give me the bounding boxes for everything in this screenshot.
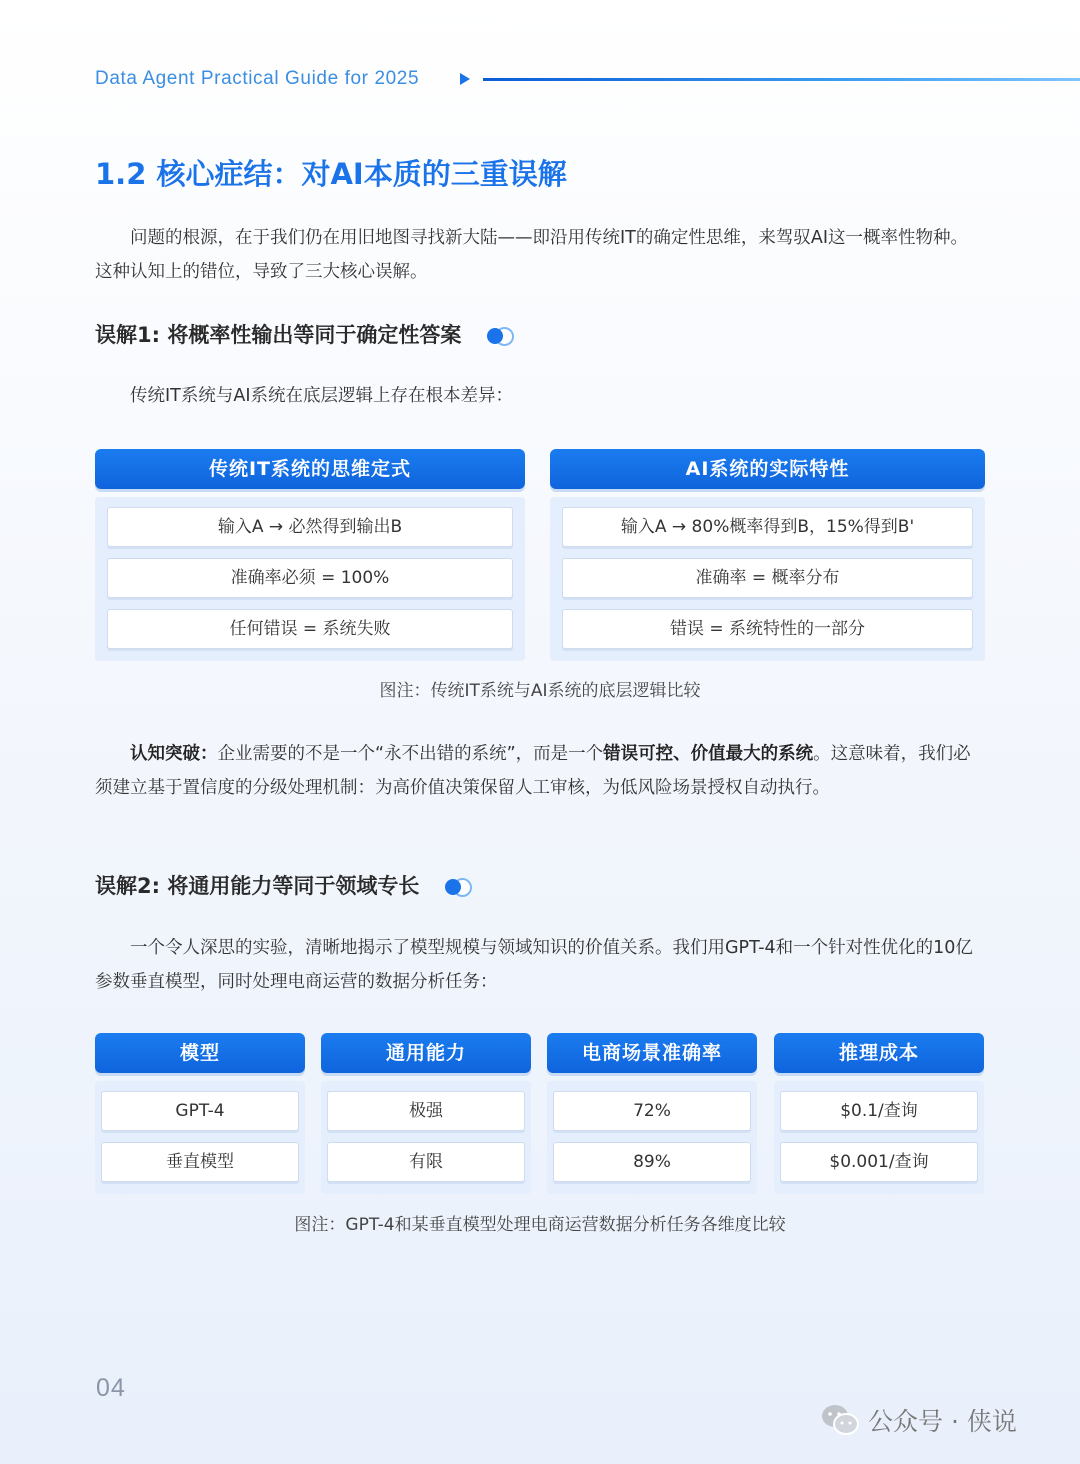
table-column-general-ability — [321, 1033, 531, 1194]
misconception-1-title: 误解1: 将概率性输出等同于确定性答案 — [95, 323, 462, 347]
section-title: 1.2 核心症结：对AI本质的三重误解 — [95, 157, 567, 191]
table-column-model — [95, 1033, 305, 1194]
comparison-cell: 准确率 = 概率分布 — [562, 558, 973, 598]
comparison-cell: 任何错误 = 系统失败 — [107, 609, 513, 649]
insight-label: 认知突破： — [130, 744, 218, 764]
wechat-icon — [820, 1402, 860, 1438]
page-number: 04 — [96, 1374, 126, 1402]
intro-paragraph: 问题的根源，在于我们仍在用旧地图寻找新大陆——即沿用传统IT的确定性思维，来驾驭AI这一概率性物种。这种认知上的错位，导致了三大核心误解。 — [95, 228, 968, 282]
misconception-1-lead: 传统IT系统与AI系统在底层逻辑上存在根本差异： — [130, 386, 513, 406]
table-cell: 有限 — [327, 1142, 525, 1182]
column-body — [95, 497, 525, 661]
column-body — [547, 1081, 757, 1194]
toggle-icon — [487, 327, 515, 344]
watermark — [820, 1398, 1017, 1442]
table-column-inference-cost — [774, 1033, 984, 1194]
insight-paragraph — [95, 737, 985, 805]
comparison-cell: 输入A → 必然得到输出B — [107, 507, 513, 547]
column-body — [774, 1081, 984, 1194]
table-column-accuracy — [547, 1033, 757, 1194]
column-header: 通用能力 — [321, 1033, 531, 1073]
running-header-title: Data Agent Practical Guide for 2025 — [95, 68, 420, 89]
misconception-1-heading — [95, 318, 515, 352]
column-header: 电商场景准确率 — [547, 1033, 757, 1073]
insight-text-2: 。这意味着，我们必须建立基于置信度的分级处理机制：为高价值决策保留人工审核，为低风险场景授权自动执行。 — [95, 744, 971, 798]
column-body — [550, 497, 985, 661]
insight-text-1: 企业需要的不是一个“永不出错的系统”，而是一个 — [217, 744, 604, 764]
toggle-icon — [445, 878, 473, 895]
comparison-cell: 错误 = 系统特性的一部分 — [562, 609, 973, 649]
figure-caption-2: 图注：GPT-4和某垂直模型处理电商运营数据分析任务各维度比较 — [294, 1215, 786, 1235]
watermark-text: 公众号 · 侠说 — [868, 1407, 1017, 1436]
comparison-cell: 输入A → 80%概率得到B，15%得到B' — [562, 507, 973, 547]
comparison-column-traditional-it — [95, 449, 525, 661]
table-cell: $0.1/查询 — [780, 1091, 978, 1131]
misconception-2-title: 误解2: 将通用能力等同于领域专长 — [95, 874, 420, 898]
table-cell: $0.001/查询 — [780, 1142, 978, 1182]
column-header: 模型 — [95, 1033, 305, 1073]
comparison-column-ai-system — [550, 449, 985, 661]
column-body — [95, 1081, 305, 1194]
table-cell: 89% — [553, 1142, 751, 1182]
column-body — [321, 1081, 531, 1194]
column-header: 推理成本 — [774, 1033, 984, 1073]
table-cell: 极强 — [327, 1091, 525, 1131]
table-cell: 垂直模型 — [101, 1142, 299, 1182]
figure-caption-1: 图注：传统IT系统与AI系统的底层逻辑比较 — [379, 681, 701, 701]
misconception-2-heading — [95, 869, 473, 903]
header-divider-line — [483, 78, 1080, 81]
column-header: 传统IT系统的思维定式 — [95, 449, 525, 489]
insight-emphasis: 错误可控、价值最大的系统 — [603, 744, 814, 764]
running-header — [95, 66, 1080, 92]
table-cell: GPT-4 — [101, 1091, 299, 1131]
table-cell: 72% — [553, 1091, 751, 1131]
column-header: AI系统的实际特性 — [550, 449, 985, 489]
play-arrow-icon — [460, 73, 470, 85]
misconception-2-lead: 一个令人深思的实验，清晰地揭示了模型规模与领域知识的价值关系。我们用GPT-4和一个针对性优化的10亿参数垂直模型，同时处理电商运营的数据分析任务： — [95, 938, 973, 992]
comparison-cell: 准确率必须 = 100% — [107, 558, 513, 598]
